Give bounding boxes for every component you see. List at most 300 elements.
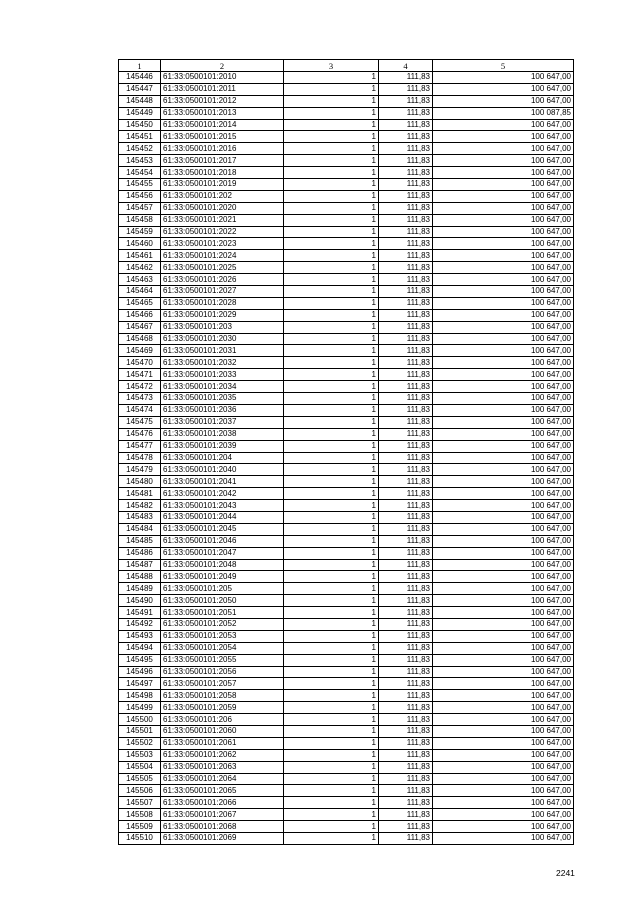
count-cell: 1 (284, 369, 379, 381)
cadastral-number-cell: 61:33:0500101:2044 (161, 511, 284, 523)
row-id-cell: 145458 (119, 214, 161, 226)
row-id-cell: 145455 (119, 179, 161, 191)
count-cell: 1 (284, 725, 379, 737)
cadastral-number-cell: 61:33:0500101:2054 (161, 642, 284, 654)
value-cell: 100 647,00 (433, 535, 574, 547)
row-id-cell: 145475 (119, 416, 161, 428)
count-cell: 1 (284, 416, 379, 428)
value-cell: 100 647,00 (433, 416, 574, 428)
row-id-cell: 145480 (119, 476, 161, 488)
count-cell: 1 (284, 737, 379, 749)
cadastral-number-cell: 61:33:0500101:2058 (161, 690, 284, 702)
count-cell: 1 (284, 179, 379, 191)
area-cell: 111,83 (379, 547, 433, 559)
table-row (119, 309, 574, 321)
count-cell: 1 (284, 143, 379, 155)
table-row (119, 571, 574, 583)
table-row (119, 737, 574, 749)
cadastral-number-cell: 61:33:0500101:2016 (161, 143, 284, 155)
value-cell: 100 647,00 (433, 761, 574, 773)
cadastral-number-cell: 61:33:0500101:2012 (161, 95, 284, 107)
value-cell: 100 647,00 (433, 95, 574, 107)
area-cell: 111,83 (379, 404, 433, 416)
column-header: 2 (161, 60, 284, 72)
area-cell: 111,83 (379, 464, 433, 476)
cadastral-number-cell: 61:33:0500101:2067 (161, 809, 284, 821)
row-id-cell: 145503 (119, 749, 161, 761)
count-cell: 1 (284, 83, 379, 95)
cadastral-number-cell: 61:33:0500101:2066 (161, 797, 284, 809)
area-cell: 111,83 (379, 119, 433, 131)
row-id-cell: 145509 (119, 821, 161, 833)
area-cell: 111,83 (379, 202, 433, 214)
value-cell: 100 647,00 (433, 666, 574, 678)
row-id-cell: 145497 (119, 678, 161, 690)
count-cell: 1 (284, 583, 379, 595)
table-row (119, 321, 574, 333)
row-id-cell: 145508 (119, 809, 161, 821)
count-cell: 1 (284, 297, 379, 309)
table-row (119, 416, 574, 428)
count-cell: 1 (284, 95, 379, 107)
table-row (119, 476, 574, 488)
column-header: 1 (119, 60, 161, 72)
value-cell: 100 647,00 (433, 488, 574, 500)
cadastral-number-cell: 61:33:0500101:2046 (161, 535, 284, 547)
area-cell: 111,83 (379, 309, 433, 321)
count-cell: 1 (284, 357, 379, 369)
table-row (119, 179, 574, 191)
value-cell: 100 647,00 (433, 214, 574, 226)
row-id-cell: 145447 (119, 83, 161, 95)
count-cell: 1 (284, 107, 379, 119)
count-cell: 1 (284, 131, 379, 143)
value-cell: 100 647,00 (433, 274, 574, 286)
cadastral-number-cell: 61:33:0500101:2026 (161, 274, 284, 286)
table-row (119, 131, 574, 143)
table-row (119, 809, 574, 821)
cadastral-number-cell: 61:33:0500101:2024 (161, 250, 284, 262)
table-row (119, 821, 574, 833)
row-id-cell: 145491 (119, 607, 161, 619)
table-row (119, 797, 574, 809)
value-cell: 100 647,00 (433, 809, 574, 821)
row-id-cell: 145484 (119, 523, 161, 535)
row-id-cell: 145457 (119, 202, 161, 214)
row-id-cell: 145483 (119, 511, 161, 523)
cadastral-number-cell: 61:33:0500101:2049 (161, 571, 284, 583)
row-id-cell: 145456 (119, 190, 161, 202)
area-cell: 111,83 (379, 690, 433, 702)
area-cell: 111,83 (379, 321, 433, 333)
row-id-cell: 145448 (119, 95, 161, 107)
area-cell: 111,83 (379, 642, 433, 654)
area-cell: 111,83 (379, 559, 433, 571)
row-id-cell: 145494 (119, 642, 161, 654)
count-cell: 1 (284, 607, 379, 619)
count-cell: 1 (284, 523, 379, 535)
row-id-cell: 145453 (119, 155, 161, 167)
count-cell: 1 (284, 167, 379, 179)
table-row (119, 607, 574, 619)
value-cell: 100 647,00 (433, 262, 574, 274)
table-row (119, 749, 574, 761)
area-cell: 111,83 (379, 535, 433, 547)
area-cell: 111,83 (379, 250, 433, 262)
count-cell: 1 (284, 714, 379, 726)
count-cell: 1 (284, 155, 379, 167)
row-id-cell: 145452 (119, 143, 161, 155)
table-row (119, 95, 574, 107)
area-cell: 111,83 (379, 428, 433, 440)
cadastral-number-cell: 61:33:0500101:2045 (161, 523, 284, 535)
count-cell: 1 (284, 238, 379, 250)
count-cell: 1 (284, 642, 379, 654)
area-cell: 111,83 (379, 274, 433, 286)
area-cell: 111,83 (379, 678, 433, 690)
count-cell: 1 (284, 666, 379, 678)
area-cell: 111,83 (379, 702, 433, 714)
table-row (119, 107, 574, 119)
table-row (119, 583, 574, 595)
cadastral-number-cell: 61:33:0500101:2034 (161, 381, 284, 393)
value-cell: 100 647,00 (433, 393, 574, 405)
cadastral-number-cell: 61:33:0500101:2060 (161, 725, 284, 737)
row-id-cell: 145462 (119, 262, 161, 274)
count-cell: 1 (284, 690, 379, 702)
cadastral-number-cell: 61:33:0500101:2048 (161, 559, 284, 571)
area-cell: 111,83 (379, 761, 433, 773)
table-body (119, 72, 574, 845)
value-cell: 100 647,00 (433, 583, 574, 595)
cadastral-number-cell: 61:33:0500101:2040 (161, 464, 284, 476)
row-id-cell: 145507 (119, 797, 161, 809)
row-id-cell: 145510 (119, 833, 161, 845)
table-row (119, 428, 574, 440)
value-cell: 100 647,00 (433, 678, 574, 690)
area-cell: 111,83 (379, 476, 433, 488)
table-row (119, 833, 574, 845)
row-id-cell: 145449 (119, 107, 161, 119)
cadastral-number-cell: 61:33:0500101:2028 (161, 297, 284, 309)
value-cell: 100 647,00 (433, 345, 574, 357)
count-cell: 1 (284, 428, 379, 440)
area-cell: 111,83 (379, 488, 433, 500)
value-cell: 100 647,00 (433, 797, 574, 809)
area-cell: 111,83 (379, 821, 433, 833)
table-row (119, 785, 574, 797)
table-row (119, 357, 574, 369)
value-cell: 100 647,00 (433, 737, 574, 749)
area-cell: 111,83 (379, 179, 433, 191)
column-header: 4 (379, 60, 433, 72)
value-cell: 100 647,00 (433, 618, 574, 630)
value-cell: 100 647,00 (433, 321, 574, 333)
area-cell: 111,83 (379, 785, 433, 797)
table-row (119, 523, 574, 535)
row-id-cell: 145470 (119, 357, 161, 369)
count-cell: 1 (284, 309, 379, 321)
cadastral-number-cell: 61:33:0500101:2069 (161, 833, 284, 845)
row-id-cell: 145506 (119, 785, 161, 797)
count-cell: 1 (284, 618, 379, 630)
cadastral-number-cell: 61:33:0500101:2050 (161, 595, 284, 607)
count-cell: 1 (284, 749, 379, 761)
row-id-cell: 145469 (119, 345, 161, 357)
value-cell: 100 647,00 (433, 428, 574, 440)
row-id-cell: 145467 (119, 321, 161, 333)
cadastral-number-cell: 61:33:0500101:2025 (161, 262, 284, 274)
row-id-cell: 145477 (119, 440, 161, 452)
cadastral-number-cell: 61:33:0500101:2043 (161, 500, 284, 512)
area-cell: 111,83 (379, 369, 433, 381)
count-cell: 1 (284, 809, 379, 821)
cadastral-number-cell: 61:33:0500101:2059 (161, 702, 284, 714)
row-id-cell: 145482 (119, 500, 161, 512)
cadastral-number-cell: 61:33:0500101:204 (161, 452, 284, 464)
row-id-cell: 145478 (119, 452, 161, 464)
cadastral-number-cell: 61:33:0500101:2022 (161, 226, 284, 238)
count-cell: 1 (284, 595, 379, 607)
table-row (119, 642, 574, 654)
area-cell: 111,83 (379, 797, 433, 809)
count-cell: 1 (284, 321, 379, 333)
area-cell: 111,83 (379, 83, 433, 95)
count-cell: 1 (284, 833, 379, 845)
area-cell: 111,83 (379, 809, 433, 821)
count-cell: 1 (284, 72, 379, 84)
area-cell: 111,83 (379, 107, 433, 119)
count-cell: 1 (284, 202, 379, 214)
cadastral-number-cell: 61:33:0500101:2065 (161, 785, 284, 797)
cadastral-number-cell: 61:33:0500101:2037 (161, 416, 284, 428)
area-cell: 111,83 (379, 226, 433, 238)
cadastral-number-cell: 61:33:0500101:2013 (161, 107, 284, 119)
value-cell: 100 647,00 (433, 381, 574, 393)
cadastral-number-cell: 61:33:0500101:206 (161, 714, 284, 726)
row-id-cell: 145488 (119, 571, 161, 583)
row-id-cell: 145474 (119, 404, 161, 416)
table-row (119, 500, 574, 512)
value-cell: 100 647,00 (433, 250, 574, 262)
cadastral-number-cell: 61:33:0500101:2061 (161, 737, 284, 749)
area-cell: 111,83 (379, 167, 433, 179)
cadastral-number-cell: 61:33:0500101:2011 (161, 83, 284, 95)
row-id-cell: 145498 (119, 690, 161, 702)
count-cell: 1 (284, 559, 379, 571)
cadastral-number-cell: 61:33:0500101:2051 (161, 607, 284, 619)
area-cell: 111,83 (379, 511, 433, 523)
area-cell: 111,83 (379, 381, 433, 393)
cadastral-number-cell: 61:33:0500101:2021 (161, 214, 284, 226)
cadastral-number-cell: 61:33:0500101:2020 (161, 202, 284, 214)
count-cell: 1 (284, 488, 379, 500)
count-cell: 1 (284, 404, 379, 416)
value-cell: 100 647,00 (433, 547, 574, 559)
row-id-cell: 145502 (119, 737, 161, 749)
row-id-cell: 145485 (119, 535, 161, 547)
area-cell: 111,83 (379, 618, 433, 630)
count-cell: 1 (284, 547, 379, 559)
table-row (119, 404, 574, 416)
table-row (119, 333, 574, 345)
row-id-cell: 145446 (119, 72, 161, 84)
row-id-cell: 145460 (119, 238, 161, 250)
value-cell: 100 647,00 (433, 511, 574, 523)
cadastral-number-cell: 61:33:0500101:2030 (161, 333, 284, 345)
value-cell: 100 647,00 (433, 333, 574, 345)
cadastral-number-cell: 61:33:0500101:2018 (161, 167, 284, 179)
row-id-cell: 145459 (119, 226, 161, 238)
area-cell: 111,83 (379, 583, 433, 595)
value-cell: 100 087,85 (433, 107, 574, 119)
row-id-cell: 145499 (119, 702, 161, 714)
table-row (119, 167, 574, 179)
cadastral-number-cell: 61:33:0500101:2032 (161, 357, 284, 369)
row-id-cell: 145487 (119, 559, 161, 571)
cadastral-number-cell: 61:33:0500101:2063 (161, 761, 284, 773)
row-id-cell: 145450 (119, 119, 161, 131)
cadastral-number-cell: 61:33:0500101:2035 (161, 393, 284, 405)
value-cell: 100 647,00 (433, 749, 574, 761)
count-cell: 1 (284, 678, 379, 690)
value-cell: 100 647,00 (433, 190, 574, 202)
area-cell: 111,83 (379, 345, 433, 357)
row-id-cell: 145479 (119, 464, 161, 476)
table-row (119, 535, 574, 547)
value-cell: 100 647,00 (433, 167, 574, 179)
table-row (119, 678, 574, 690)
table-row (119, 714, 574, 726)
row-id-cell: 145465 (119, 297, 161, 309)
cadastral-number-cell: 61:33:0500101:2047 (161, 547, 284, 559)
row-id-cell: 145461 (119, 250, 161, 262)
area-cell: 111,83 (379, 297, 433, 309)
area-cell: 111,83 (379, 666, 433, 678)
table-row (119, 143, 574, 155)
table-row (119, 618, 574, 630)
table-row (119, 654, 574, 666)
value-cell: 100 647,00 (433, 500, 574, 512)
value-cell: 100 647,00 (433, 369, 574, 381)
area-cell: 111,83 (379, 500, 433, 512)
count-cell: 1 (284, 476, 379, 488)
area-cell: 111,83 (379, 190, 433, 202)
value-cell: 100 647,00 (433, 83, 574, 95)
table-row (119, 511, 574, 523)
value-cell: 100 647,00 (433, 404, 574, 416)
value-cell: 100 647,00 (433, 630, 574, 642)
page-number: 2241 (556, 868, 575, 878)
table-row (119, 666, 574, 678)
cadastral-number-cell: 61:33:0500101:2053 (161, 630, 284, 642)
count-cell: 1 (284, 571, 379, 583)
count-cell: 1 (284, 773, 379, 785)
row-id-cell: 145500 (119, 714, 161, 726)
area-cell: 111,83 (379, 155, 433, 167)
value-cell: 100 647,00 (433, 702, 574, 714)
count-cell: 1 (284, 226, 379, 238)
row-id-cell: 145464 (119, 286, 161, 298)
value-cell: 100 647,00 (433, 785, 574, 797)
value-cell: 100 647,00 (433, 286, 574, 298)
value-cell: 100 647,00 (433, 607, 574, 619)
row-id-cell: 145472 (119, 381, 161, 393)
cadastral-number-cell: 61:33:0500101:2029 (161, 309, 284, 321)
table-row (119, 464, 574, 476)
data-table (118, 59, 574, 845)
cadastral-number-cell: 61:33:0500101:202 (161, 190, 284, 202)
table-row (119, 297, 574, 309)
cadastral-number-cell: 61:33:0500101:2041 (161, 476, 284, 488)
row-id-cell: 145466 (119, 309, 161, 321)
value-cell: 100 647,00 (433, 202, 574, 214)
count-cell: 1 (284, 190, 379, 202)
cadastral-number-cell: 61:33:0500101:2019 (161, 179, 284, 191)
cadastral-number-cell: 61:33:0500101:2010 (161, 72, 284, 84)
column-header: 5 (433, 60, 574, 72)
count-cell: 1 (284, 797, 379, 809)
table-row (119, 452, 574, 464)
area-cell: 111,83 (379, 630, 433, 642)
area-cell: 111,83 (379, 143, 433, 155)
value-cell: 100 647,00 (433, 226, 574, 238)
table-row (119, 369, 574, 381)
area-cell: 111,83 (379, 714, 433, 726)
count-cell: 1 (284, 345, 379, 357)
value-cell: 100 647,00 (433, 155, 574, 167)
count-cell: 1 (284, 535, 379, 547)
cadastral-number-cell: 61:33:0500101:2064 (161, 773, 284, 785)
table-row (119, 262, 574, 274)
row-id-cell: 145481 (119, 488, 161, 500)
row-id-cell: 145451 (119, 131, 161, 143)
table-row (119, 214, 574, 226)
area-cell: 111,83 (379, 72, 433, 84)
value-cell: 100 647,00 (433, 595, 574, 607)
value-cell: 100 647,00 (433, 179, 574, 191)
cadastral-number-cell: 61:33:0500101:2027 (161, 286, 284, 298)
count-cell: 1 (284, 511, 379, 523)
value-cell: 100 647,00 (433, 119, 574, 131)
value-cell: 100 647,00 (433, 559, 574, 571)
cadastral-number-cell: 61:33:0500101:2057 (161, 678, 284, 690)
cadastral-number-cell: 61:33:0500101:2036 (161, 404, 284, 416)
table-row (119, 226, 574, 238)
table-row (119, 702, 574, 714)
count-cell: 1 (284, 274, 379, 286)
count-cell: 1 (284, 381, 379, 393)
table-row (119, 202, 574, 214)
value-cell: 100 647,00 (433, 642, 574, 654)
value-cell: 100 647,00 (433, 690, 574, 702)
row-id-cell: 145490 (119, 595, 161, 607)
row-id-cell: 145468 (119, 333, 161, 345)
cadastral-number-cell: 61:33:0500101:2042 (161, 488, 284, 500)
count-cell: 1 (284, 702, 379, 714)
cadastral-number-cell: 61:33:0500101:2017 (161, 155, 284, 167)
count-cell: 1 (284, 250, 379, 262)
table-row (119, 155, 574, 167)
value-cell: 100 647,00 (433, 523, 574, 535)
cadastral-number-cell: 61:33:0500101:2062 (161, 749, 284, 761)
cadastral-number-cell: 61:33:0500101:205 (161, 583, 284, 595)
value-cell: 100 647,00 (433, 833, 574, 845)
table-row (119, 595, 574, 607)
value-cell: 100 647,00 (433, 571, 574, 583)
area-cell: 111,83 (379, 571, 433, 583)
table-row (119, 345, 574, 357)
